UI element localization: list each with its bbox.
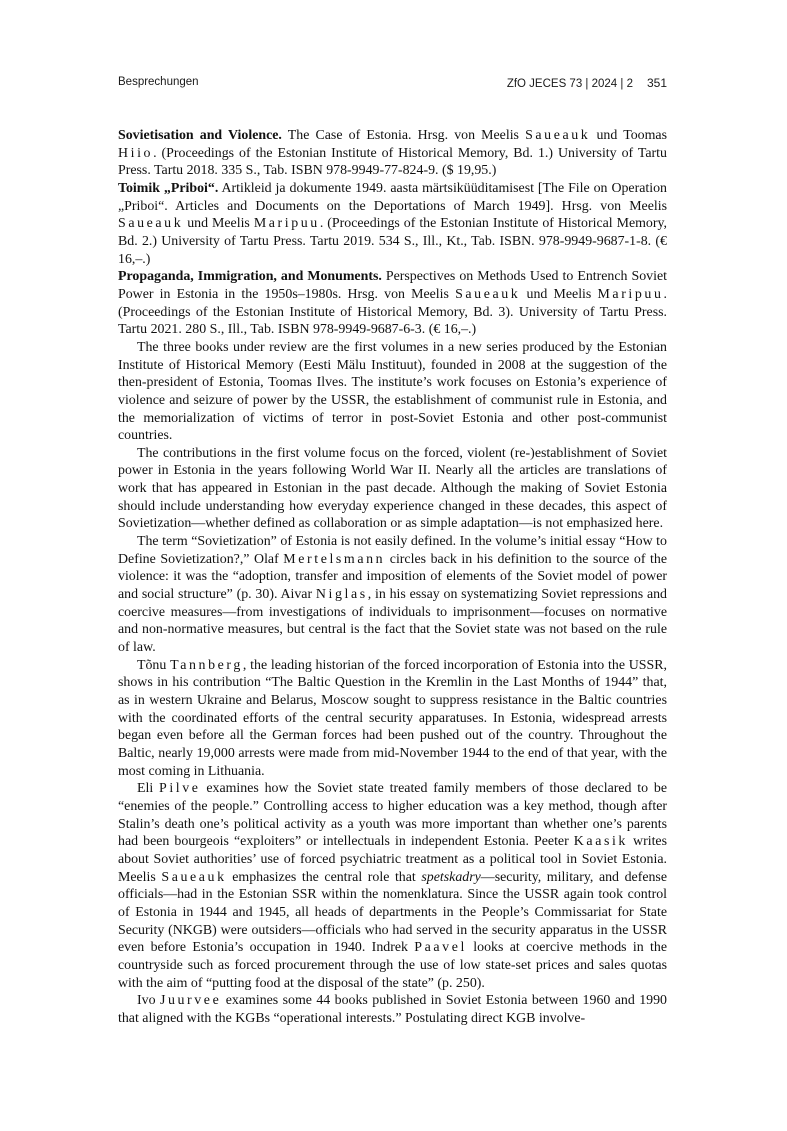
entry-text: Artikleid ja dokumente 1949. aasta märtsiküüditamisest [The File on Operation „Priboi“. Articles and Documents on the Deportations of March 1949]. Hrsg. von Meelis <box>118 180 667 214</box>
author-name: Mertelsmann <box>283 551 386 567</box>
paragraph-text: The term “Sovietization” of Estonia is not easily defined. In the volume’s initial essay “How to Define Sovietization?,” Olaf <box>118 534 667 567</box>
body-paragraph: The contributions in the first volume focus on the forced, violent (re-)establishment of Soviet power in Estonia in the years following World War II. Nearly all the articles are translations of work that has appeared in Estonian in the past decade. Although the making of Soviet Estonia should include understanding how everyday experience changed in these decades, this aspect of Sovietization—whether defined as collaboration or as simple adaptation—is not emphasized here. <box>118 445 667 532</box>
journal-issue: ZfO JECES 73 | 2024 | 2 <box>506 78 633 90</box>
bibliographic-entry <box>118 180 667 268</box>
paragraph-text: —security, military, and defense officials—had in the Estonian SSR within the nomenklatura. Since the USSR again took control of Estonia in 1944 and 1945, all heads of departments in the People’s Commissariat for State Security (NKGB) were outsiders—officials who had served in the security apparatus in the USSR even before Estonia’s occupation in 1940. Indrek <box>118 869 668 956</box>
paragraph-text: emphasizes the central role that <box>226 869 422 885</box>
author-name: Pilve <box>159 781 201 797</box>
entry-text: und Meelis <box>520 286 598 302</box>
body-paragraph <box>118 533 667 657</box>
author-name: Juurvee <box>159 993 222 1009</box>
editor-name: Maripuu <box>597 286 664 302</box>
book-title: Toimik „Priboi“. <box>118 180 219 196</box>
editor-name: Saueauk <box>455 286 521 302</box>
body-paragraph <box>118 780 667 992</box>
body-paragraph: The three books under review are the first volumes in a new series produced by the Estonian Institute of Historical Memory (Eesti Mälu Instituut), founded in 2008 at the suggestion of the then-president of Estonia, Toomas Ilves. The institute’s work focuses on Estonia’s experience of violence and seizure of power by the USSR, the establishment of communist rule in Estonia, and the memorialization of victims of terror in post-Soviet Estonia and other post-communist countries. <box>118 339 667 444</box>
book-title: Sovietisation and Violence. <box>118 128 282 143</box>
paragraph-text: writes about Soviet authorities’ use of forced psychiatric treatment as a political tool in Soviet Estonia. Meelis <box>118 834 667 885</box>
editor-name: Saueauk <box>118 216 184 232</box>
author-name: Niglas <box>315 587 368 603</box>
bibliographic-entry <box>118 268 667 339</box>
entry-text: . (Proceedings of the Estonian Institute of Historical Memory, Bd. 1.) University of Tartu Press. Tartu 2018. 335 S., Tab. ISBN 978-9949-77-824-9. ($ 19,95.) <box>118 145 667 179</box>
body-paragraph <box>118 657 667 781</box>
paragraph-text: Eli <box>137 781 159 797</box>
entry-text: und Toomas <box>590 128 667 143</box>
paragraph-text: , the leading historian of the forced incorporation of Estonia into the USSR, shows in his contribution “The Baltic Question in the Kremlin in the Last Months of 1944” that, as in western Ukraine and Belarus, Moscow sought to suppress resistance in the Baltic countries with the coordinated efforts of the central security apparatuses. In Estonia, widespread arrests began even before all the German forces had been pushed out of the country. Throughout the Baltic, nearly 19,000 arrests were made from mid-November 1944 to the end of that year, with the most coming in Lithuania. <box>118 657 667 779</box>
paragraph-text: Ivo <box>137 993 160 1009</box>
paragraph-text: Tõnu <box>137 657 171 673</box>
author-name: Kaasik <box>573 834 628 850</box>
entry-text: und Meelis <box>183 216 254 232</box>
editor-name: Maripuu <box>253 216 320 232</box>
page-number: 351 <box>646 76 667 90</box>
editor-name: Hiio <box>118 145 154 161</box>
paragraph-text: , in his essay on systematizing Soviet repressions and coercive measures—from investigations of individuals to imprisonment—focuses on normative and non-normative measures, but central is the fact that the Soviet state was not based on the rule of law. <box>118 587 667 656</box>
author-name: Paavel <box>414 940 467 956</box>
entry-text: . (Proceedings of the Estonian Institute of Historical Memory, Bd. 3). University of Tartu Press. Tartu 2021. 280 S., Ill., Tab. ISBN 978-9949-9687-6-3. (€ 16,–.) <box>118 286 668 338</box>
paragraph-text: examines how the Soviet state treated family members of those declared to be “enemies of the people.” Controlling access to higher education was a key method, though after Stalin’s death one’s political activity as a youth was more important than whether one’s parents had been bourgeois “exploiters” or intellectuals in independent Estonia. Peeter <box>118 781 667 850</box>
review-body <box>118 127 667 1027</box>
paragraph-text: circles back in his definition to the source of the violence: it was the “adoption, transfer and imposition of elements of the Soviet model of power and social structure” (p. 30). Aivar <box>118 551 667 603</box>
paragraph-text: looks at coercive methods in the countryside such as forced procurement through the use of low state-set prices and sales quotas with the aim of “putting food at the disposal of the state” (p. 250). <box>118 940 668 991</box>
author-name: Tannberg <box>170 657 243 673</box>
body-paragraph <box>118 992 667 1027</box>
section-title: Besprechungen <box>118 76 199 88</box>
entry-text: Perspectives on Methods Used to Entrench Soviet Power in Estonia in the 1950s–1980s. Hrsg. von Meelis <box>118 269 667 302</box>
journal-info <box>507 76 667 90</box>
entry-text: The Case of Estonia. Hrsg. von Meelis <box>281 128 526 143</box>
book-title: Propaganda, Immigration, and Monuments. <box>118 269 382 285</box>
entry-text: . (Proceedings of the Estonian Institute of Historical Memory, Bd. 2.) University of Tartu Press. Tartu 2019. 534 S., Ill., Kt., Tab. ISBN. 978-9949-9687-1-8. (€ 16,–.) <box>118 216 668 267</box>
bibliographic-entry <box>118 127 667 180</box>
italic-term: spetskadry <box>421 869 481 885</box>
paragraph-text: examines some 44 books published in Soviet Estonia between 1960 and 1990 that aligned with the KGBs “operational interests.” Postulating direct KGB involve- <box>118 993 667 1026</box>
editor-name: Saueauk <box>525 128 591 143</box>
author-name: Saueauk <box>161 869 227 885</box>
